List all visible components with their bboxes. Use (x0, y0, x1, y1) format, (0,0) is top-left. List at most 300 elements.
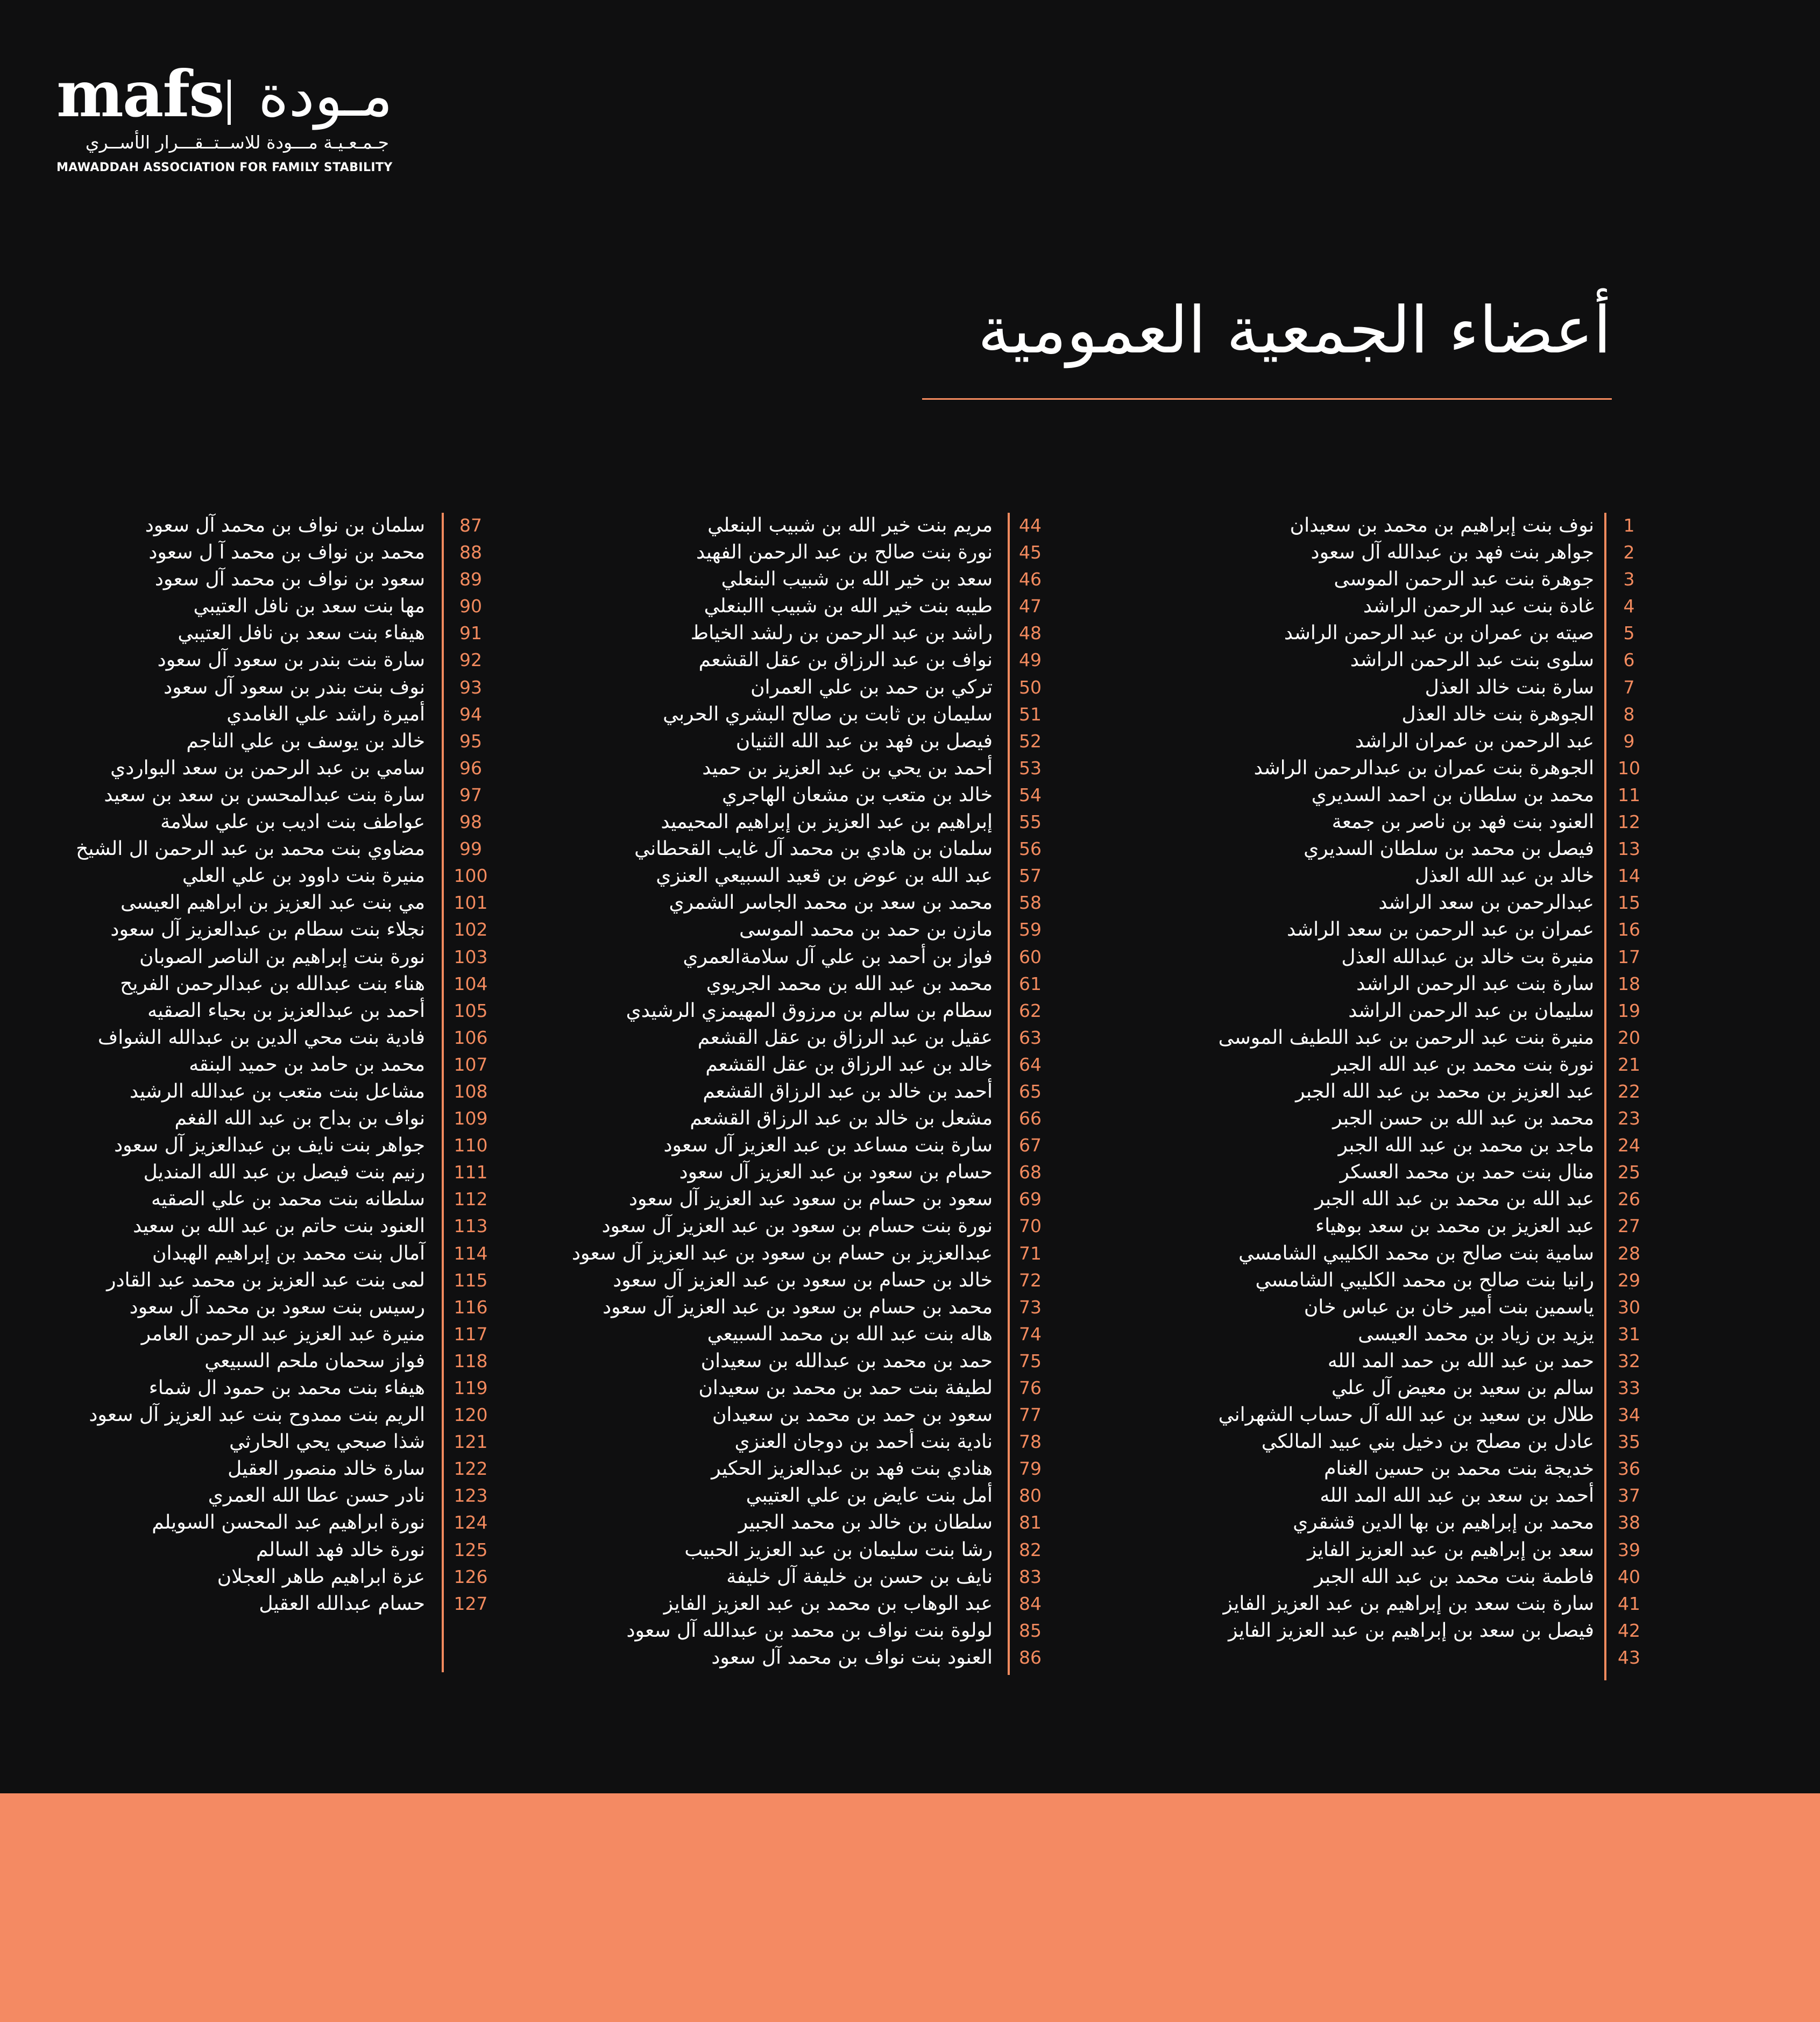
member-name: فواز بن أحمد بن علي آل سلامةالعمري (683, 945, 993, 968)
member-row (1071, 1455, 1668, 1482)
member-row (1071, 647, 1668, 674)
member-row (1071, 1537, 1668, 1564)
member-name: منال بنت حمد بن محمد العسكر (1340, 1161, 1594, 1184)
member-number: 22 (1618, 1080, 1640, 1102)
member-row (32, 1105, 500, 1132)
member-row (32, 647, 500, 674)
member-number: 46 (1019, 569, 1042, 590)
member-number: 79 (1019, 1458, 1042, 1480)
member-name: الجوهرة بنت عمران بن عبدالرحمن الراشد (1254, 757, 1594, 779)
member-number: 51 (1019, 703, 1042, 725)
member-number: 107 (454, 1054, 488, 1075)
member-number: 127 (454, 1593, 488, 1614)
member-row (32, 1429, 500, 1455)
member-number: 59 (1019, 919, 1042, 941)
member-row (1071, 1375, 1668, 1402)
member-name: عقيل بن عبد الرزاق بن عقل القشعم (697, 1026, 993, 1049)
member-row (533, 1537, 1071, 1564)
member-row (533, 916, 1071, 943)
member-row (1071, 1159, 1668, 1186)
member-name: جوهرة بنت عبد الرحمن الموسى (1334, 568, 1594, 591)
member-number: 112 (454, 1189, 488, 1210)
member-row (32, 1402, 500, 1429)
logo-wordmark-latin: mafs (56, 56, 224, 131)
member-number: 114 (454, 1242, 488, 1264)
member-row (1071, 674, 1668, 701)
member-number: 105 (454, 1000, 488, 1021)
member-number: 108 (454, 1080, 488, 1102)
member-name: هيفاء بنت محمد بن حمود ال شماء (148, 1377, 425, 1399)
member-number: 23 (1618, 1108, 1640, 1129)
member-name: سارة بنت سعد بن إبراهيم بن عبد العزيز الفايز (1223, 1592, 1594, 1615)
member-name: أحمد بن سعد بن عبد الله المد الله (1320, 1484, 1594, 1507)
member-number: 69 (1019, 1189, 1042, 1210)
member-number: 101 (454, 892, 488, 914)
member-name: محمد بن عبد الله بن محمد الجريوي (706, 972, 993, 995)
member-row (533, 539, 1071, 566)
member-name: سارة بنت بندر بن سعود آل سعود (157, 649, 425, 671)
member-number: 89 (459, 569, 482, 590)
member-number: 68 (1019, 1162, 1042, 1183)
member-name: عادل بن مصلح بن دخيل بني عبيد المالكي (1261, 1431, 1594, 1453)
member-number: 58 (1019, 892, 1042, 914)
member-row (533, 1429, 1071, 1455)
member-number: 12 (1618, 811, 1640, 833)
page-title: أعضاء الجمعية العمومية (978, 293, 1611, 368)
member-row (1071, 728, 1668, 755)
member-number: 115 (454, 1269, 488, 1291)
member-name: سارة بنت عبد الرحمن الراشد (1356, 972, 1594, 995)
member-row (533, 1321, 1071, 1348)
member-number: 86 (1019, 1646, 1042, 1668)
member-number: 123 (454, 1485, 488, 1507)
member-name: مشعل بن خالد بن عبد الرزاق القشعم (690, 1107, 993, 1130)
member-name: لولوة بنت نواف بن محمد بن عبدالله آل سعود (626, 1619, 993, 1642)
footer-band (0, 1793, 1820, 2022)
member-name: سلوى بنت عبد الرحمن الراشد (1350, 649, 1594, 671)
member-row (32, 1455, 500, 1482)
member-row (32, 1375, 500, 1402)
member-name: فيصل بن فهد بن عبد الله الثنيان (735, 730, 993, 752)
member-name: عبد الله بن محمد بن عبد الله الجبر (1315, 1188, 1594, 1211)
member-row (1071, 998, 1668, 1024)
member-number: 25 (1618, 1162, 1640, 1183)
member-row (1071, 1240, 1668, 1267)
member-number: 100 (454, 865, 488, 887)
member-row (533, 944, 1071, 971)
member-row (533, 1267, 1071, 1294)
member-row (32, 889, 500, 916)
member-number: 103 (454, 946, 488, 967)
member-row (1071, 701, 1668, 728)
member-row (533, 809, 1071, 836)
member-number: 121 (454, 1431, 488, 1453)
member-number: 28 (1618, 1242, 1640, 1264)
member-row (533, 1240, 1071, 1267)
member-number: 33 (1618, 1377, 1640, 1398)
member-name: مي بنت عبد العزيز بن ابراهيم العيسى (121, 892, 425, 914)
member-row (533, 647, 1071, 674)
member-number: 48 (1019, 623, 1042, 644)
members-column-1 (1071, 512, 1668, 1671)
member-row (32, 593, 500, 620)
member-row (533, 1105, 1071, 1132)
member-number: 126 (454, 1566, 488, 1587)
member-name: مها بنت سعد بن نافل العتيبي (193, 595, 425, 618)
member-number: 31 (1618, 1323, 1640, 1345)
member-number: 87 (459, 515, 482, 536)
member-number: 94 (459, 703, 482, 725)
member-number: 9 (1623, 730, 1635, 752)
member-row (533, 782, 1071, 809)
member-number: 37 (1618, 1485, 1640, 1507)
member-number: 40 (1618, 1566, 1640, 1587)
member-number: 64 (1019, 1054, 1042, 1075)
member-number: 21 (1618, 1054, 1640, 1075)
member-number: 75 (1019, 1350, 1042, 1371)
member-name: سامية بنت صالح بن محمد الكليبي الشامسي (1238, 1242, 1594, 1264)
member-row (533, 971, 1071, 998)
member-row (533, 620, 1071, 647)
member-number: 85 (1019, 1620, 1042, 1641)
member-name: محمد بن إبراهيم بن بها الدين قشقري (1293, 1511, 1594, 1534)
member-name: خالد بن عبد الله العذل (1414, 865, 1594, 887)
member-number: 45 (1019, 542, 1042, 563)
member-row (1071, 971, 1668, 998)
member-row (533, 1294, 1071, 1321)
member-name: سلطانه بنت محمد بن علي الصقيه (151, 1188, 425, 1211)
member-row (1071, 1644, 1668, 1671)
member-row (533, 1186, 1071, 1213)
member-name: أمل بنت عايض بن علي العتيبي (746, 1484, 993, 1507)
member-name: فيصل بن سعد بن إبراهيم بن عبد العزيز الفايز (1228, 1619, 1594, 1642)
member-name: أحمد بن عبدالعزيز بن بحياء الصقيه (147, 999, 425, 1022)
member-name: هاله بنت عبد الله بن محمد السبيعي (707, 1323, 993, 1345)
member-number: 81 (1019, 1512, 1042, 1533)
member-name: ماجد بن محمد بن عبد الله الجبر (1338, 1134, 1594, 1157)
member-number: 90 (459, 596, 482, 617)
member-name: عبد العزيز بن محمد بن عبد الله الجبر (1295, 1080, 1594, 1102)
member-number: 62 (1019, 1000, 1042, 1021)
member-number: 110 (454, 1135, 488, 1156)
member-number: 15 (1618, 892, 1640, 914)
member-number: 4 (1623, 596, 1635, 617)
member-row (32, 1509, 500, 1536)
member-row (32, 1537, 500, 1564)
member-name: غادة بنت عبد الرحمن الراشد (1363, 595, 1594, 618)
member-row (32, 1482, 500, 1509)
member-number: 67 (1019, 1135, 1042, 1156)
member-number: 125 (454, 1539, 488, 1560)
member-number: 99 (459, 838, 482, 860)
member-name: أميرة راشد علي الغامدي (226, 703, 425, 725)
member-row (1071, 1186, 1668, 1213)
member-row (533, 674, 1071, 701)
member-number: 32 (1618, 1350, 1640, 1371)
member-name: نورة بنت صالح بن عبد الرحمن الفهيد (696, 541, 993, 564)
member-name: هناء بنت عبدالله بن عبدالرحمن الفريح (120, 972, 425, 995)
members-column-2 (533, 512, 1071, 1671)
member-number: 14 (1618, 865, 1640, 887)
member-name: سليمان بن ثابت بن صالح البشري الحربي (663, 703, 993, 725)
member-row (533, 1375, 1071, 1402)
member-number: 6 (1623, 649, 1635, 671)
member-name: سطام بن سالم بن مرزوق المهيمزي الرشيدي (626, 999, 993, 1022)
member-name: سعد بن إبراهيم بن عبد العزيز الفايز (1307, 1538, 1594, 1561)
member-number: 44 (1019, 515, 1042, 536)
member-name: محمد بن حسام بن سعود بن عبد العزيز آل سعود (603, 1296, 993, 1318)
member-number: 72 (1019, 1269, 1042, 1291)
member-name: سعد بن خير الله بن شبيب البنعلي (721, 568, 993, 591)
member-row (533, 593, 1071, 620)
member-row (1071, 1267, 1668, 1294)
member-row (533, 755, 1071, 782)
member-name: سارة بنت عبدالمحسن بن سعد بن سعيد (104, 783, 425, 806)
member-number: 27 (1618, 1215, 1640, 1237)
logo-divider (228, 80, 231, 125)
member-row (32, 1159, 500, 1186)
member-row (32, 1240, 500, 1267)
member-name: مازن بن حمد بن محمد الموسى (739, 918, 993, 941)
member-name: الريم بنت ممدوح بنت عبد العزيز آل سعود (89, 1404, 425, 1426)
member-name: خالد بن عبد الرزاق بن عقل القشعم (705, 1053, 993, 1076)
member-name: فيصل بن محمد بن سلطان السديري (1304, 838, 1594, 860)
member-number: 29 (1618, 1269, 1640, 1291)
member-number: 117 (454, 1323, 488, 1345)
member-row (1071, 1078, 1668, 1105)
member-number: 116 (454, 1296, 488, 1318)
member-row (1071, 1402, 1668, 1429)
member-name: عبد العزيز بن محمد بن سعد بوهياء (1315, 1215, 1594, 1238)
member-number: 43 (1618, 1646, 1640, 1668)
logo-wordmark-arabic: مـودة (258, 62, 393, 130)
member-row (533, 512, 1071, 539)
member-number: 10 (1618, 757, 1640, 779)
member-row (32, 1294, 500, 1321)
member-name: العنود بنت نواف بن محمد آل سعود (711, 1646, 993, 1668)
member-row (32, 836, 500, 862)
member-number: 26 (1618, 1189, 1640, 1210)
member-name: نادية بنت أحمد بن دوجان العنزي (734, 1431, 993, 1453)
member-row (533, 566, 1071, 593)
member-number: 57 (1019, 865, 1042, 887)
member-row (32, 1078, 500, 1105)
member-number: 76 (1019, 1377, 1042, 1398)
member-row (32, 1564, 500, 1590)
member-number: 19 (1618, 1000, 1640, 1021)
member-row (533, 1509, 1071, 1536)
member-name: نورة ابراهيم عبد المحسن السويلم (152, 1511, 425, 1534)
member-name: الجوهرة بنت خالد العذل (1401, 703, 1594, 725)
member-name: لمى بنت عبد العزيز بن محمد عبد القادر (107, 1269, 425, 1291)
member-number: 61 (1019, 973, 1042, 994)
member-name: فواز سحمان ملحم السبيعي (204, 1349, 425, 1372)
member-row (1071, 539, 1668, 566)
member-row (1071, 1294, 1668, 1321)
member-name: رنيم بنت فيصل بن عبد الله المنديل (143, 1161, 425, 1184)
member-number: 113 (454, 1215, 488, 1237)
member-row (533, 1617, 1071, 1644)
member-name: عواطف بنت اديب بن علي سلامة (160, 811, 425, 833)
member-row (32, 1590, 500, 1617)
member-name: فادية بنت محي الدين بن عبدالله الشواف (97, 1026, 425, 1049)
member-row (32, 998, 500, 1024)
member-number: 93 (459, 676, 482, 698)
title-underline (922, 398, 1612, 400)
member-name: محمد بن نواف بن محمد آ ل سعود (148, 541, 425, 564)
member-number: 80 (1019, 1485, 1042, 1507)
member-row (1071, 620, 1668, 647)
member-number: 17 (1618, 946, 1640, 967)
members-column-3 (32, 512, 500, 1617)
member-name: طيبه بنت خير الله بن شبيب االبنعلي (704, 595, 993, 618)
member-row (1071, 862, 1668, 889)
member-number: 7 (1623, 676, 1635, 698)
member-number: 119 (454, 1377, 488, 1398)
member-number: 78 (1019, 1431, 1042, 1453)
member-number: 63 (1019, 1027, 1042, 1048)
member-number: 102 (454, 919, 488, 941)
member-row (533, 1159, 1071, 1186)
member-row (32, 512, 500, 539)
member-name: عمران بن عبد الرحمن بن سعد الراشد (1287, 918, 1594, 941)
member-row (533, 728, 1071, 755)
member-name: نورة بنت إبراهيم بن الناصر الصوبان (139, 945, 425, 968)
member-name: نورة بنت محمد بن عبد الله الجبر (1332, 1053, 1594, 1076)
member-row (1071, 1051, 1668, 1078)
member-number: 55 (1019, 811, 1042, 833)
member-row (32, 539, 500, 566)
member-number: 111 (454, 1162, 488, 1183)
logo-tagline-english: MAWADDAH ASSOCIATION FOR FAMILY STABILITY (56, 161, 393, 174)
member-row (1071, 1482, 1668, 1509)
member-name: سعود بن حمد بن محمد بن سعيدان (712, 1404, 993, 1426)
member-number: 38 (1618, 1512, 1640, 1533)
member-name: نواف بن بداح بن عبد الله الفغم (174, 1107, 425, 1130)
member-name: حمد بن محمد بن عبدالله بن سعيدان (700, 1349, 993, 1372)
association-logo (56, 56, 393, 183)
member-row (32, 1348, 500, 1375)
member-name: جواهر بنت نايف بن عبدالعزيز آل سعود (114, 1134, 425, 1157)
member-row (1071, 566, 1668, 593)
member-number: 96 (459, 757, 482, 779)
member-number: 83 (1019, 1566, 1042, 1587)
member-number: 18 (1618, 973, 1640, 994)
member-number: 97 (459, 784, 482, 805)
member-name: حمد بن عبد الله بن حمد المد الله (1327, 1349, 1594, 1372)
member-number: 106 (454, 1027, 488, 1048)
member-number: 92 (459, 649, 482, 671)
member-row (32, 1267, 500, 1294)
member-name: رانيا بنت صالح بن محمد الكليبي الشامسي (1255, 1269, 1594, 1291)
member-row (533, 1564, 1071, 1590)
member-row (1071, 782, 1668, 809)
member-name: هنادي بنت فهد بن عبدالعزيز الحكير (711, 1458, 993, 1480)
member-number: 5 (1623, 623, 1635, 644)
member-number: 41 (1618, 1593, 1640, 1614)
member-name: محمد بن سعد بن محمد الجاسر الشمري (669, 892, 993, 914)
member-name: سالم بن سعيد بن معيض آل علي (1331, 1377, 1594, 1399)
member-row (533, 1402, 1071, 1429)
member-row (32, 566, 500, 593)
member-name: عبدالرحمن بن سعد الراشد (1378, 892, 1594, 914)
member-number: 104 (454, 973, 488, 994)
member-row (32, 1321, 500, 1348)
member-name: نواف بن عبد الرزاق بن عقل القشعم (698, 649, 993, 671)
member-name: رشا بنت سليمان بن عبد العزيز الحبيب (684, 1538, 993, 1561)
member-name: مضاوي بنت محمد بن عبد الرحمن ال الشيخ (76, 838, 425, 860)
member-row (533, 1348, 1071, 1375)
member-name: مشاعل بنت متعب بن عبدالله الرشيد (129, 1080, 425, 1102)
member-number: 30 (1618, 1296, 1640, 1318)
member-row (32, 1186, 500, 1213)
member-row (533, 889, 1071, 916)
member-number: 42 (1618, 1620, 1640, 1641)
member-name: سعود بن نواف بن محمد آل سعود (154, 568, 425, 591)
member-number: 65 (1019, 1080, 1042, 1102)
member-name: العنود بنت فهد بن ناصر بن جمعة (1332, 811, 1594, 833)
member-row (1071, 593, 1668, 620)
member-row (533, 998, 1071, 1024)
member-row (533, 1644, 1071, 1671)
member-row (1071, 755, 1668, 782)
member-number: 71 (1019, 1242, 1042, 1264)
member-name: سلطان بن خالد بن محمد الجبير (738, 1511, 993, 1534)
member-name: نوف بنت إبراهيم بن محمد بن سعيدان (1290, 514, 1594, 536)
member-number: 13 (1618, 838, 1640, 860)
member-row (32, 701, 500, 728)
member-row (32, 916, 500, 943)
member-name: هيفاء بنت سعد بن نافل العتيبي (178, 622, 425, 645)
member-name: نورة بنت حسام بن سعود بن عبد العزيز آل سعود (601, 1215, 993, 1238)
member-row (1071, 1617, 1668, 1644)
member-row (32, 728, 500, 755)
member-row (32, 674, 500, 701)
member-name: يزيد بن زياد بن محمد العيسى (1358, 1323, 1594, 1345)
member-number: 2 (1623, 542, 1635, 563)
member-number: 24 (1618, 1135, 1640, 1156)
member-row (32, 1024, 500, 1051)
member-name: رسيس بنت سعود بن محمد آل سعود (129, 1296, 425, 1318)
member-row (533, 1213, 1071, 1240)
member-row (1071, 1429, 1668, 1455)
member-name: سعود بن حسام بن سعود عبد العزيز آل سعود (629, 1188, 993, 1211)
member-number: 74 (1019, 1323, 1042, 1345)
member-row (1071, 809, 1668, 836)
member-row (1071, 1321, 1668, 1348)
member-number: 20 (1618, 1027, 1640, 1048)
member-row (1071, 1509, 1668, 1536)
member-number: 47 (1019, 596, 1042, 617)
member-row (1071, 1348, 1668, 1375)
member-row (32, 1213, 500, 1240)
member-number: 84 (1019, 1593, 1042, 1614)
member-name: سلمان بن نواف بن محمد آل سعود (145, 514, 425, 536)
member-row (32, 755, 500, 782)
member-number: 95 (459, 730, 482, 752)
member-name: العنود بنت حاتم بن عبد الله بن سعيد (133, 1215, 425, 1238)
member-row (533, 1051, 1071, 1078)
member-name: لطيفة بنت حمد بن محمد بن سعيدان (698, 1377, 993, 1399)
member-number: 73 (1019, 1296, 1042, 1318)
member-number: 77 (1019, 1404, 1042, 1426)
member-number: 88 (459, 542, 482, 563)
member-number: 1 (1623, 515, 1635, 536)
member-row (32, 1051, 500, 1078)
member-name: منيرة بنت عبد الرحمن بن عبد اللطيف الموسى (1218, 1026, 1594, 1049)
member-name: عزة ابراهيم طاهر العجلان (217, 1565, 425, 1588)
member-row (32, 971, 500, 998)
